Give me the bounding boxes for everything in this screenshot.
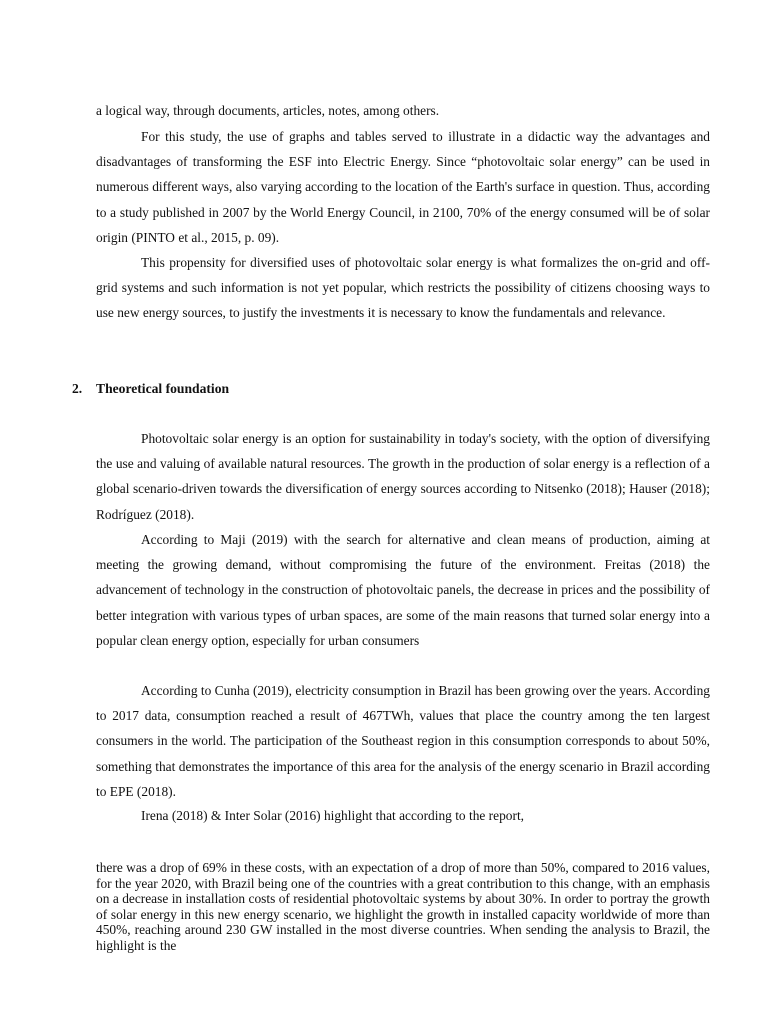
continuation-paragraph: there was a drop of 69% in these costs, with an expectation of a drop of more than 50%, compared to 2016 values, for the year 2020, with Brazil being one of the countries with a great contribution to this change, with an emphasis on a decrease in installation costs of residential photovoltaic systems by about 30%. In order to portray the growth of solar energy in this new energy scenario, we highlight the growth in installed capacity worldwide of more than 450%, reaching around 230 GW installed in the most diverse countries. When sending the analysis to Brazil, the highlight is the — [96, 860, 710, 953]
body-paragraph-1: Photovoltaic solar energy is an option for sustainability in today's society, with the option of diversifying the use and valuing of available natural resources. The growth in the production of solar energy is a reflection of a global scenario-driven towards the diversification of energy sources according to Nitsenko (2018); Hauser (2018); Rodríguez (2018). — [96, 431, 710, 522]
section-title: Theoretical foundation — [96, 381, 230, 396]
body-paragraph-2: According to Maji (2019) with the search for alternative and clean means of production, aiming at meeting the growing demand, without compromising the future of the environment. Freitas (2018) the advancement of technology in the construction of photovoltaic panels, the decrease in prices and the possibility of better integration with various types of urban spaces, are some of the main reasons that turned solar energy into a popular clean energy option, especially for urban consumers — [96, 532, 710, 648]
section-heading — [72, 376, 229, 401]
body-paragraph-3: According to Cunha (2019), electricity consumption in Brazil has been growing over the years. According to 2017 data, consumption reached a result of 467TWh, values that place the country among the ten largest consumers in the world. The participation of the Southeast region in this consumption corresponds to about 50%, something that demonstrates the importance of this area for the analysis of the energy scenario in Brazil according to EPE (2018). — [96, 683, 710, 799]
intro-paragraph-1: For this study, the use of graphs and tables served to illustrate in a didactic way the advantages and disadvantages of transforming the ESF into Electric Energy. Since “photovoltaic solar energy” can be used in numerous different ways, also varying according to the location of the Earth's surface in question. Thus, according to a study published in 2007 by the World Energy Council, in 2100, 70% of the energy consumed will be of solar origin (PINTO et al., 2015, p. 09). — [96, 129, 710, 245]
body-paragraph-4: Irena (2018) & Inter Solar (2016) highlight that according to the report, — [141, 808, 525, 823]
intro-continuation: a logical way, through documents, articles, notes, among others. — [96, 103, 440, 118]
section-number: 2. — [72, 381, 83, 396]
intro-paragraph-2: This propensity for diversified uses of photovoltaic solar energy is what formalizes the on-grid and off-grid systems and such information is not yet popular, which restricts the possibility of citizens choosing ways to use new energy sources, to justify the investments it is necessary to know the fundamentals and relevance. — [96, 255, 710, 321]
